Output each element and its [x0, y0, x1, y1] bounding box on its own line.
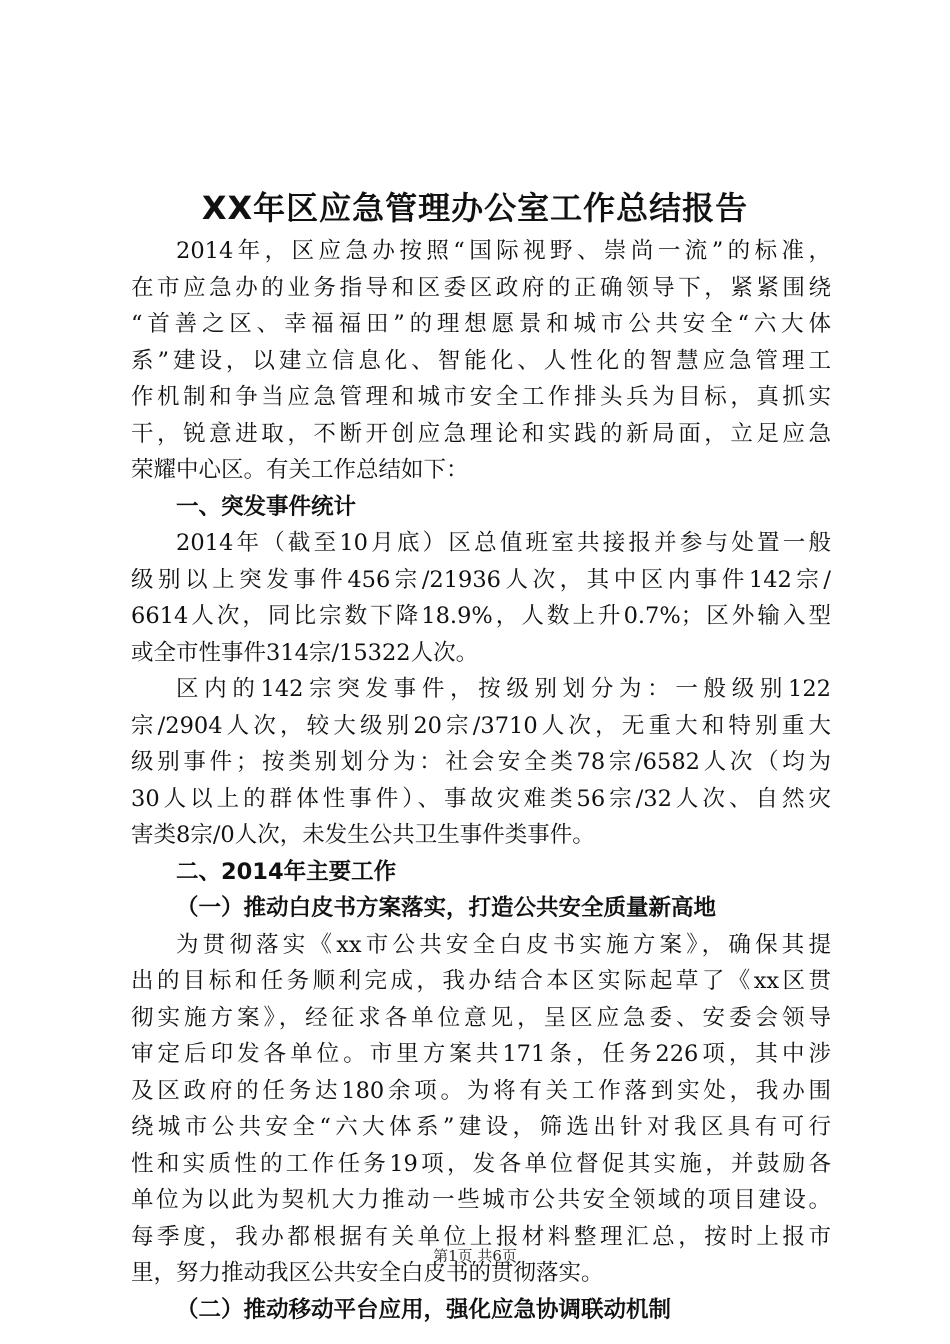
paragraph-line: 6614人次，同比宗数下降18.9%，人数上升0.7%；区外输入型	[131, 603, 831, 629]
section-heading: 二、2014年主要工作	[176, 858, 397, 885]
paragraph-line: 害类8宗/0人次，未发生公共卫生事件类事件。	[131, 822, 595, 848]
paragraph-line: 性和实质性的工作任务19项，发各单位督促其实施，并鼓励各	[131, 1150, 831, 1177]
paragraph-line: 30人以上的群体性事件）、事故灾难类56宗/32人次、自然灾	[131, 785, 831, 812]
paragraph-line: 及区政府的任务达180余项。为将有关工作落到实处，我办围	[131, 1077, 831, 1104]
paragraph-line: 出的目标和任务顺利完成，我办结合本区实际起草了《xx区贯	[131, 968, 831, 994]
paragraph-line: 审定后印发各单位。市里方案共171条，任务226项，其中涉	[131, 1041, 831, 1067]
paragraph-line: 2014年，区应急办按照“国际视野、崇尚一流”的标准，	[176, 238, 831, 264]
paragraph-line: 每季度，我办都根据有关单位上报材料整理汇总，按时上报市	[131, 1223, 831, 1250]
paragraph-line: 级别事件；按类别划分为：社会安全类78宗/6582人次（均为	[131, 749, 831, 775]
paragraph-line: 里，努力推动我区公共安全白皮书的贯彻落实。	[131, 1260, 604, 1286]
section-heading: 一、突发事件统计	[176, 493, 357, 520]
paragraph-line: 在市应急办的业务指导和区委区政府的正确领导下，紧紧围绕	[131, 274, 831, 301]
paragraph-line: 单位为以此为契机大力推动一些城市公共安全领域的项目建设。	[131, 1187, 831, 1213]
paragraph-line: 区内的142宗突发事件，按级别划分为：一般级别122	[176, 676, 831, 702]
paragraph-line: 作机制和争当应急管理和城市安全工作排头兵为目标，真抓实	[131, 384, 831, 410]
paragraph-line: 2014年（截至10月底）区总值班室共接报并参与处置一般	[176, 530, 831, 556]
paragraph-line: 级别以上突发事件456宗/21936人次，其中区内事件142宗/	[131, 566, 831, 593]
subsection-heading: （一）推动白皮书方案落实，打造公共安全质量新高地	[176, 895, 717, 921]
paragraph-line: 绕城市公共安全“六大体系”建设，筛选出针对我区具有可行	[131, 1114, 831, 1140]
document-title: XX年区应急管理办公室工作总结报告	[201, 189, 749, 227]
paragraph-line: 或全市性事件314宗/15322人次。	[131, 639, 479, 666]
page-footer: 第1页 共6页	[433, 1247, 517, 1265]
document-body	[131, 233, 831, 1328]
paragraph-line: 干，锐意进取，不断开创应急理论和实践的新局面，立足应急	[131, 420, 831, 447]
paragraph-line: “首善之区、幸福福田”的理想愿景和城市公共安全“六大体	[131, 311, 831, 337]
paragraph-line: 系”建设，以建立信息化、智能化、人性化的智慧应急管理工	[131, 347, 831, 374]
paragraph-line: 荣耀中心区。有关工作总结如下：	[131, 457, 469, 483]
subsection-heading: （二）推动移动平台应用，强化应急协调联动机制	[176, 1296, 672, 1323]
paragraph-line: 宗/2904人次，较大级别20宗/3710人次，无重大和特别重大	[131, 712, 831, 739]
paragraph-line: 彻实施方案》，经征求各单位意见，呈区应急委、安委会领导	[131, 1004, 831, 1031]
paragraph-line: 为贯彻落实《xx市公共安全白皮书实施方案》，确保其提	[176, 931, 831, 958]
